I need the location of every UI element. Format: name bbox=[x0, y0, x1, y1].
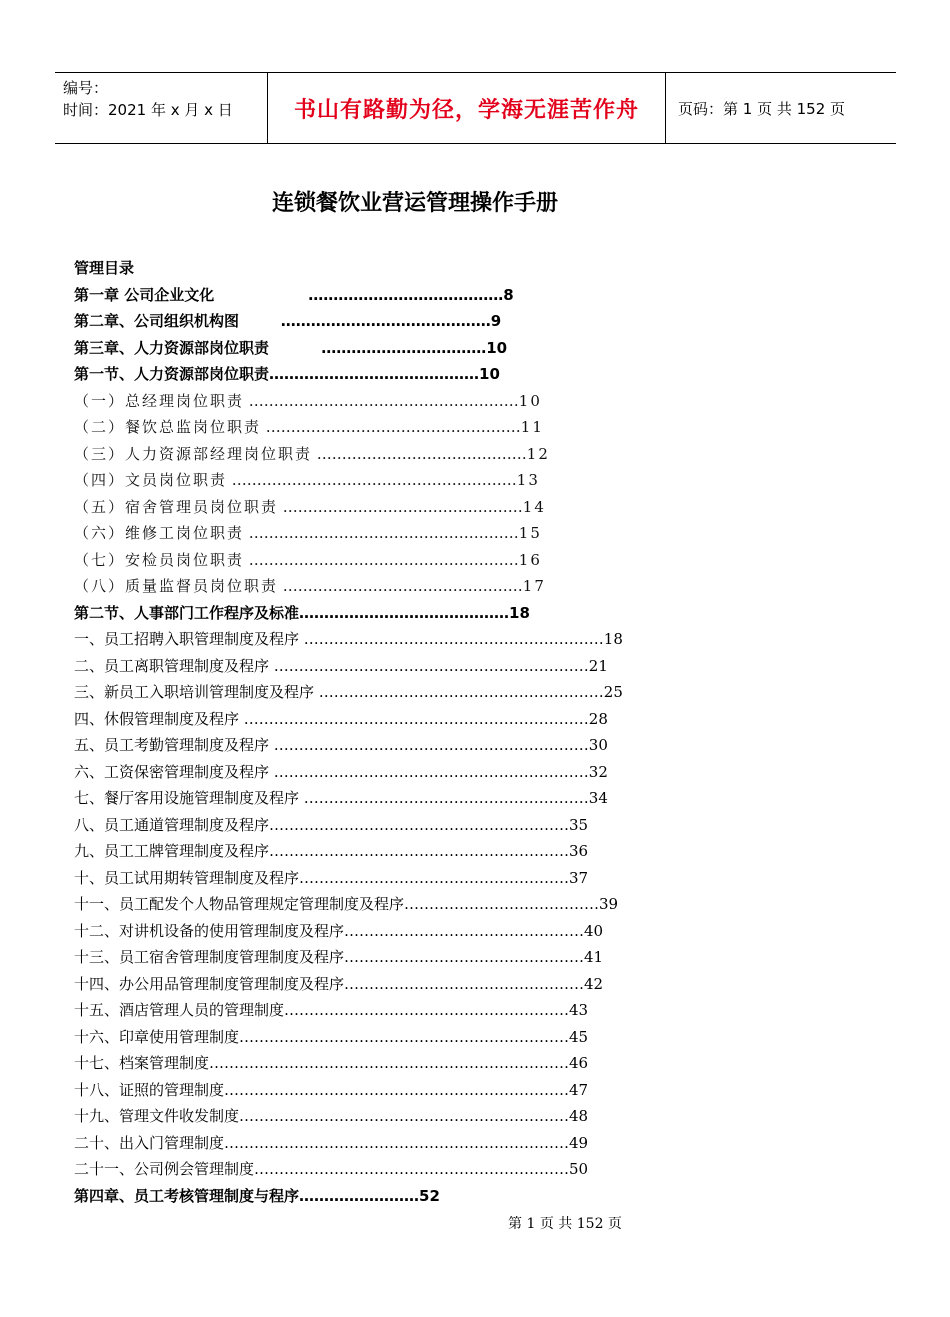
toc-entry[interactable] bbox=[74, 1050, 724, 1077]
toc-entry-page: 34 bbox=[588, 789, 608, 807]
toc-entry-dots: ……………………………………………… bbox=[299, 868, 570, 887]
toc-entry-dots: …………………………… bbox=[269, 338, 487, 357]
toc-entry[interactable] bbox=[74, 865, 724, 892]
toc-entry[interactable] bbox=[74, 1183, 724, 1210]
toc-entry[interactable] bbox=[74, 1077, 724, 1104]
toc-entry-text: （七）安检员岗位职责 bbox=[74, 550, 245, 569]
toc-entry-page: 49 bbox=[569, 1133, 589, 1152]
toc-entry-text: 十三、员工宿舍管理制度管理制度及程序 bbox=[74, 948, 345, 966]
toc-entry-text: 九、员工工牌管理制度及程序 bbox=[74, 842, 270, 860]
toc-entry-dots: …………………………………………………… bbox=[269, 842, 570, 860]
toc-entry-dots: ………………………………………………… bbox=[227, 471, 517, 489]
toc-entry-text: （六）维修工岗位职责 bbox=[74, 524, 245, 542]
toc-entry[interactable] bbox=[74, 732, 724, 759]
toc-entry-text: 十二、对讲机设备的使用管理制度及程序 bbox=[74, 921, 345, 940]
toc-entry[interactable] bbox=[74, 388, 724, 415]
toc-entry-page: 37 bbox=[569, 868, 589, 887]
toc-entry-dots: …………………………………………………………… bbox=[224, 1133, 570, 1152]
toc-entry-page: 10 bbox=[479, 365, 500, 383]
motto: 书山有路勤为径，学海无涯苦作舟 bbox=[293, 97, 639, 123]
toc-entry-page: 10 bbox=[518, 391, 542, 410]
header-page-info bbox=[666, 73, 896, 143]
toc-entry[interactable] bbox=[74, 1024, 724, 1051]
toc-entry-text: 十四、办公用品管理制度管理制度及程序 bbox=[74, 974, 345, 993]
toc-entry-page: 8 bbox=[503, 285, 514, 304]
toc-entry-page: 18 bbox=[509, 603, 530, 622]
toc-entry-page: 35 bbox=[569, 815, 589, 834]
toc-entry[interactable] bbox=[74, 547, 724, 574]
toc-entry-page: 14 bbox=[522, 497, 546, 516]
page-info: 页码：第 1 页 共 152 页 bbox=[678, 99, 846, 118]
toc-entry[interactable] bbox=[74, 944, 724, 971]
toc-entry[interactable] bbox=[74, 1103, 724, 1130]
toc-entry-text: （二）餐饮总监岗位职责 bbox=[74, 418, 262, 436]
toc-entry[interactable] bbox=[74, 1156, 724, 1183]
time-label: 时间：2021 年 x 月 x 日 bbox=[63, 101, 233, 119]
toc-entry-page: 18 bbox=[603, 630, 623, 648]
toc-entry-dots: ………………………………………… bbox=[344, 948, 585, 966]
toc-entry-text: 八、员工通道管理制度及程序 bbox=[74, 815, 270, 834]
header-motto-cell bbox=[268, 73, 666, 143]
toc-entry[interactable] bbox=[74, 971, 724, 998]
toc-entry-page: 43 bbox=[569, 1001, 589, 1019]
toc-entry-dots: ……………………………………………… bbox=[244, 391, 519, 410]
toc-entry-text: 二、员工离职管理制度及程序 bbox=[74, 656, 270, 675]
toc-entry-text: 十五、酒店管理人员的管理制度 bbox=[74, 1001, 285, 1019]
toc-entry-text: 十七、档案管理制度 bbox=[74, 1054, 210, 1072]
toc-entry-page: 15 bbox=[518, 524, 542, 542]
document-title: 连锁餐饮业营运管理操作手册 bbox=[271, 191, 558, 216]
toc-entry-dots: …………………………………………………………… bbox=[239, 709, 589, 728]
toc-entry-dots: …………………… bbox=[299, 1186, 420, 1205]
toc-entry-dots: ……………………………………………… bbox=[244, 550, 519, 569]
toc-entry-dots: …………………………………………………………… bbox=[224, 1080, 570, 1099]
toc-entry[interactable] bbox=[74, 255, 724, 282]
toc-entry-dots: ………………………………… bbox=[404, 895, 600, 913]
toc-entry-page: 30 bbox=[588, 736, 608, 754]
toc-entry-page: 36 bbox=[569, 842, 589, 860]
toc-entry[interactable] bbox=[74, 653, 724, 680]
toc-entry-dots: ……………………………………………………… bbox=[269, 736, 589, 754]
toc-entry[interactable] bbox=[74, 600, 724, 627]
toc-entry-dots: …………………………………… bbox=[239, 312, 491, 330]
toc-entry[interactable] bbox=[74, 997, 724, 1024]
serial-label: 编号： bbox=[63, 79, 109, 97]
toc-entry-page: 40 bbox=[584, 921, 604, 940]
toc-entry[interactable] bbox=[74, 626, 724, 653]
toc-entry-page: 50 bbox=[569, 1160, 589, 1178]
toc-entry[interactable] bbox=[74, 494, 724, 521]
toc-entry-page: 42 bbox=[584, 974, 604, 993]
toc-entry-page: 45 bbox=[569, 1027, 589, 1046]
toc-entry[interactable] bbox=[74, 467, 724, 494]
table-of-contents bbox=[74, 255, 724, 1209]
toc-entry-text: 一、员工招聘入职管理制度及程序 bbox=[74, 630, 300, 648]
toc-entry[interactable] bbox=[74, 838, 724, 865]
toc-entry-page: 52 bbox=[419, 1186, 440, 1205]
toc-entry-text: 第二章、公司组织机构图 bbox=[74, 312, 240, 330]
toc-entry-text: 七、餐厅客用设施管理制度及程序 bbox=[74, 789, 300, 807]
toc-entry-text: 四、休假管理制度及程序 bbox=[74, 709, 240, 728]
toc-entry[interactable] bbox=[74, 441, 724, 468]
toc-entry-page: 46 bbox=[569, 1054, 589, 1072]
toc-entry[interactable] bbox=[74, 414, 724, 441]
toc-entry-dots: ……………………………………………………………… bbox=[209, 1054, 570, 1072]
toc-entry-page: 41 bbox=[584, 948, 604, 966]
toc-entry-dots: …………………………………………… bbox=[261, 418, 521, 436]
toc-entry-page: 11 bbox=[520, 418, 544, 436]
toc-entry-dots: ………………………………………………… bbox=[314, 683, 604, 701]
toc-entry-text: （八）质量监督员岗位职责 bbox=[74, 577, 279, 595]
toc-entry-page: 21 bbox=[588, 656, 608, 675]
toc-entry[interactable] bbox=[74, 573, 724, 600]
toc-entry-text: 十、员工试用期转管理制度及程序 bbox=[74, 868, 300, 887]
toc-entry-dots: ……………………………………………………… bbox=[269, 656, 589, 675]
toc-entry-text: （四）文员岗位职责 bbox=[74, 471, 228, 489]
toc-entry-text: （五）宿舍管理员岗位职责 bbox=[74, 497, 279, 516]
toc-entry-text: 第一节、人力资源部岗位职责 bbox=[74, 365, 270, 383]
toc-entry-page: 12 bbox=[526, 444, 550, 463]
toc-entry[interactable] bbox=[74, 706, 724, 733]
toc-entry-page: 32 bbox=[588, 762, 608, 781]
toc-entry-text: 第一章 公司企业文化 bbox=[74, 285, 215, 304]
header-meta bbox=[55, 73, 268, 143]
toc-entry[interactable] bbox=[74, 335, 724, 362]
toc-entry-dots: …………………………………… bbox=[312, 444, 527, 463]
page-header bbox=[55, 72, 896, 144]
toc-entry[interactable] bbox=[74, 759, 724, 786]
toc-entry[interactable] bbox=[74, 679, 724, 706]
toc-entry-page: 48 bbox=[569, 1107, 589, 1125]
toc-entry-dots: ……………………………………………………… bbox=[254, 1160, 570, 1178]
toc-entry[interactable] bbox=[74, 308, 724, 335]
toc-entry-page: 13 bbox=[516, 471, 540, 489]
toc-entry[interactable] bbox=[74, 1130, 724, 1157]
page-footer: 第 1 页 共 152 页 bbox=[508, 1216, 622, 1232]
toc-entry-dots: ………………………………………… bbox=[344, 921, 585, 940]
toc-entry-dots: ………………………………………… bbox=[344, 974, 585, 993]
toc-entry[interactable] bbox=[74, 785, 724, 812]
toc-entry[interactable] bbox=[74, 812, 724, 839]
toc-entry[interactable] bbox=[74, 282, 724, 309]
toc-entry-dots: ………………………………………………… bbox=[299, 789, 589, 807]
toc-entry-dots: …………………………………………………… bbox=[299, 630, 604, 648]
toc-entry-page: 47 bbox=[569, 1080, 589, 1099]
toc-entry[interactable] bbox=[74, 520, 724, 547]
toc-entry[interactable] bbox=[74, 361, 724, 388]
toc-entry-dots: ………………………………………………… bbox=[284, 1001, 570, 1019]
toc-entry-text: 十一、员工配发个人物品管理规定管理制度及程序 bbox=[74, 895, 405, 913]
toc-entry-page: 39 bbox=[599, 895, 619, 913]
toc-entry-page: 28 bbox=[588, 709, 608, 728]
toc-entry-text: 三、新员工入职培训管理制度及程序 bbox=[74, 683, 315, 701]
toc-entry-dots: ………………………………………………………… bbox=[239, 1027, 570, 1046]
toc-entry-dots: …………………………………… bbox=[269, 365, 480, 383]
toc-entry-text: 第四章、员工考核管理制度与程序 bbox=[74, 1186, 300, 1205]
toc-entry-dots: ………………………………… bbox=[214, 285, 504, 304]
toc-entry-page: 10 bbox=[486, 338, 508, 357]
toc-entry-text: （一）总经理岗位职责 bbox=[74, 391, 245, 410]
toc-entry-dots: ……………………………………………… bbox=[244, 524, 519, 542]
toc-entry-dots: …………………………………… bbox=[299, 603, 510, 622]
toc-entry-dots: ………………………………………… bbox=[278, 577, 523, 595]
toc-entry-text: 十九、管理文件收发制度 bbox=[74, 1107, 240, 1125]
toc-entry-text: 五、员工考勤管理制度及程序 bbox=[74, 736, 270, 754]
toc-entry-page: 16 bbox=[518, 550, 542, 569]
toc-entry-page: 9 bbox=[490, 312, 502, 330]
toc-entry[interactable] bbox=[74, 891, 724, 918]
toc-entry[interactable] bbox=[74, 918, 724, 945]
toc-entry-text: 二十、出入门管理制度 bbox=[74, 1133, 225, 1152]
toc-entry-dots: …………………………………………………… bbox=[269, 815, 570, 834]
toc-entry-page: 25 bbox=[603, 683, 623, 701]
toc-entry-page: 17 bbox=[522, 577, 546, 595]
toc-entry-text: 二十一、公司例会管理制度 bbox=[74, 1160, 255, 1178]
toc-entry-text: 十八、证照的管理制度 bbox=[74, 1080, 225, 1099]
toc-entry-dots: ………………………………………… bbox=[278, 497, 523, 516]
toc-entry-text: 十六、印章使用管理制度 bbox=[74, 1027, 240, 1046]
toc-entry-text: 第二节、人事部门工作程序及标准 bbox=[74, 603, 300, 622]
toc-entry-dots: ……………………………………………………… bbox=[269, 762, 589, 781]
toc-entry-text: 六、工资保密管理制度及程序 bbox=[74, 762, 270, 781]
toc-entry-text: （三）人力资源部经理岗位职责 bbox=[74, 444, 313, 463]
toc-entry-text: 管理目录 bbox=[74, 259, 135, 277]
toc-entry-text: 第三章、人力资源部岗位职责 bbox=[74, 338, 270, 357]
toc-entry-dots: ………………………………………………………… bbox=[239, 1107, 570, 1125]
